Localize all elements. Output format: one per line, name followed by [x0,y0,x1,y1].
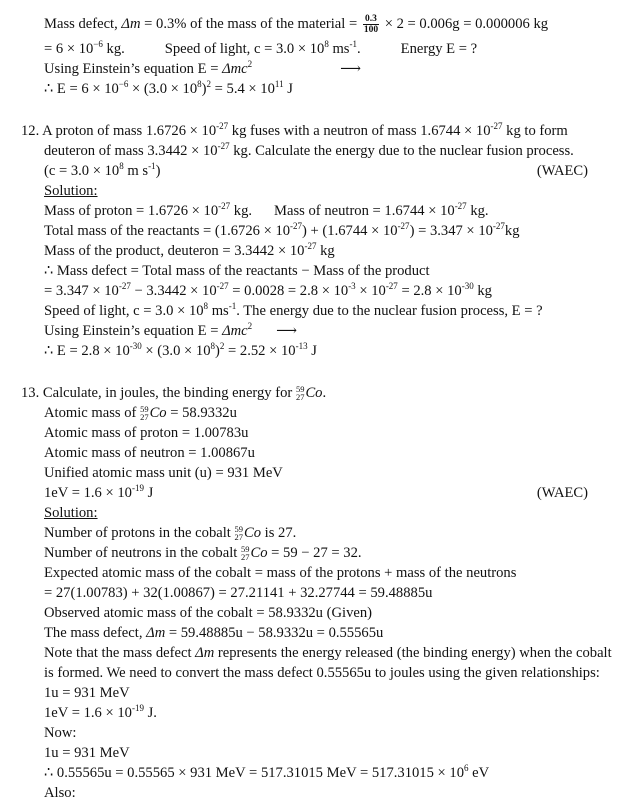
q13-note-1: Note that the mass defect Δm represents the energy released (the binding energy) when the cobalt [44,645,612,661]
source-waec-13: (WAEC) [536,485,588,501]
source-waec-12: (WAEC) [536,163,588,179]
question-12-text-2: deuteron of mass $3.3442 \times 10^{-27}$ kg. Calculate the energy due to the nuclear fusion process. [44,141,574,159]
q13-atomic-mass-cobalt: Atomic mass of 59 27 Co = 58.9332u [44,403,237,422]
mass-and-speed-line: = $6 \times 10^{-6}$ kg. Speed of light, $c = 3.0 \times 10^8$ $ms^{-1}$. Energy E = ? [44,39,478,57]
q13-note-2: is formed. We need to convert the mass defect 0.55565u to joules using the given relationships: [44,665,600,681]
q13-ev-to-j: $1eV = 1.6 \times 10^{-19}$ J. [44,703,157,721]
einstein-equation-line: Using Einstein’s equation E = Δmc$^2$ ⟶ [44,59,362,77]
nuclide-notation: 59 27 [240,543,250,562]
q12-masses-line: Mass of proton = $1.6726 \times 10^{-27}$ kg. Mass of neutron = $1.6744 \times 10^{-27}$ kg. [44,201,489,219]
arrow-icon: ⟶ [340,61,362,77]
nuclide-notation: 59 27 [140,403,149,422]
q13-protons-count: Number of protons in the cobalt 59 27 Co is 27. [44,523,297,542]
q13-neutrons-count: Number of neutrons in the cobalt 59 27 Co = 59 − 27 = 32. [44,543,362,562]
q13-now: Now: [44,725,77,741]
q12-mass-defect-calc: = $3.347 \times 10^{-27} - 3.3442 \times 10^{-27} = 0.0028 = 2.8 \times 10^{-3} \times 10^{-27} = 2.8 \times 10^{-30}$ kg [44,281,492,299]
q13-neutron-mass: Atomic mass of neutron = 1.00867u [44,445,255,461]
q13-also: Also: [44,785,76,801]
q13-observed-mass: Observed atomic mass of the cobalt = 58.9332u (Given) [44,605,372,621]
q12-energy-result: ∴ $E = 2.8 \times 10^{-30} \times (3.0 \times 10^8)^2 = 2.52 \times 10^{-13}$ J [44,341,317,359]
q13-ev: $1eV = 1.6 \times 10^{-19}$ J [44,483,154,501]
arrow-icon: ⟶ [276,323,298,339]
q12-mass-defect-def: ∴ Mass defect = Total mass of the reactants − Mass of the product [44,263,430,279]
q13-amu: Unified atomic mass unit (u) = 931 MeV [44,465,283,481]
q12-total-reactants: Total mass of the reactants = $(1.6726 \times 10^{-27}) + (1.6744 \times 10^{-27}) = 3.347 \times 10^{-27}kg$ [44,221,520,239]
q13-u-to-mev-2: 1u = 931 MeV [44,745,130,761]
nuclide-notation: 59 27 [234,523,243,542]
question-12-constant: ($c = 3.0 \times 10^8$ m $s^{-1}$) [44,161,161,179]
q13-u-to-mev: 1u = 931 MeV [44,685,130,701]
nuclide-notation: 59 27 [295,383,305,402]
question-12-text: 12. A proton of mass $1.6726 \times 10^{-27}$ kg fuses with a neutron of mass $1.6744 \times 10^{-27}$ kg to form [21,121,568,139]
q13-expected-mass-def: Expected atomic mass of the cobalt = mass of the protons + mass of the neutrons [44,565,517,581]
energy-result-line: ∴ $E = 6 \times 10^{-6} \times (3.0 \times 10^8)^2 = 5.4 \times 10^{11}$ J [44,79,293,97]
q12-einstein-equation: Using Einstein’s equation E = Δmc$^2$ ⟶ [44,321,298,339]
q13-mass-defect: The mass defect, Δm = 59.48885u − 58.9332u = 0.55565u [44,625,384,641]
fraction: $\frac{0.3}{100}$ [363,14,379,35]
mass-defect-line: Mass defect, Δm = 0.3% of the mass of the material = $\frac{0.3}{100}$ × 2 = 0.006g = 0.000006 kg [44,14,549,35]
solution-heading-13: Solution: [44,505,98,521]
q13-conversion: ∴ 0.55565u = 0.55565 × 931 MeV = 517.31015 MeV = $517.31015 \times 10^6$ eV [44,763,490,781]
q12-product-mass: Mass of the product, deuteron = $3.3442 \times 10^{-27}$ kg [44,241,335,259]
question-13-text: 13. Calculate, in joules, the binding energy for 59 27 Co. [21,383,327,402]
q13-expected-mass-calc: = 27(1.00783) + 32(1.00867) = 27.21141 + 32.27744 = 59.48885u [44,585,433,601]
q12-speed-of-light: Speed of light, $c = 3.0 \times 10^8$ $ms^{-1}$. The energy due to the nuclear fusion process, E = ? [44,301,543,319]
solution-heading-12: Solution: [44,183,98,199]
q13-proton-mass: Atomic mass of proton = 1.00783u [44,425,249,441]
